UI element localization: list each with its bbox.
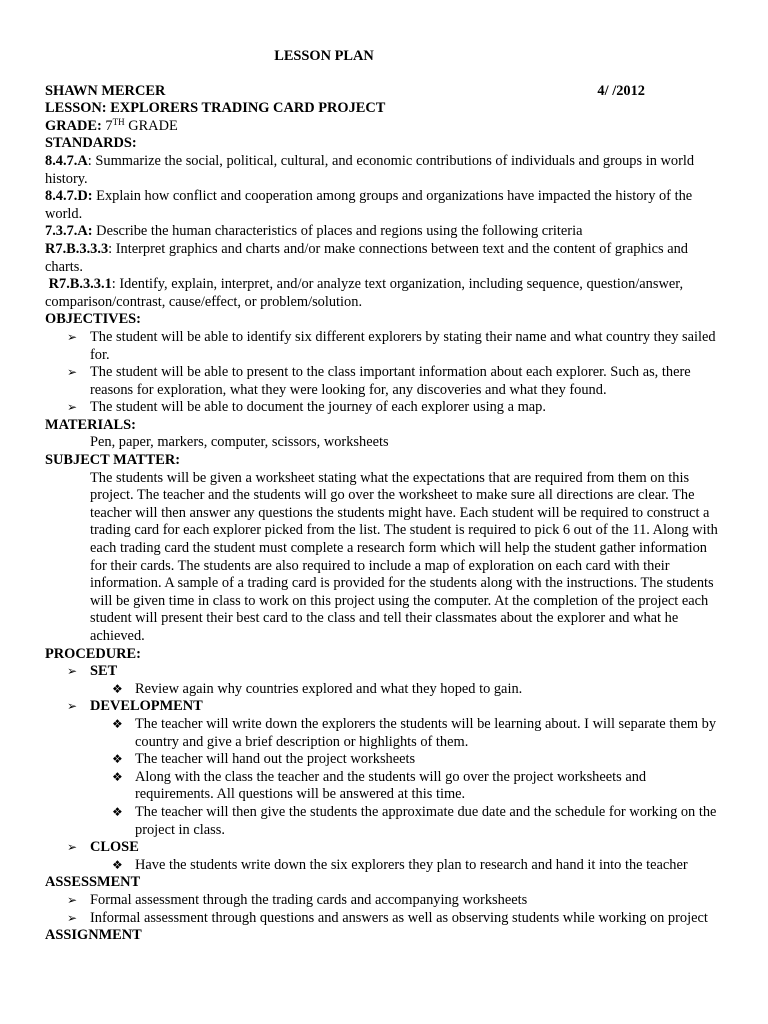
arrow-bullet-icon: ➢ bbox=[67, 892, 78, 907]
page-title: LESSON PLAN bbox=[274, 48, 374, 64]
procedure-section-close bbox=[45, 839, 725, 874]
assessment-item-text: Informal assessment through questions and answers as well as observing students while working on project bbox=[90, 909, 708, 926]
standard-item bbox=[45, 276, 725, 311]
assessment-item bbox=[45, 892, 725, 910]
objective-text: The student will be able to identify six different explorers by stating their name and what country they sailed for. bbox=[90, 328, 716, 363]
grade-number: 7 bbox=[105, 117, 113, 134]
set-items bbox=[90, 681, 725, 699]
assessment-list bbox=[45, 892, 725, 927]
standard-code: 8.4.7.D: bbox=[45, 188, 93, 205]
materials-text: Pen, paper, markers, computer, scissors, worksheets bbox=[90, 434, 389, 451]
author-date-row bbox=[45, 83, 725, 101]
grade-line bbox=[45, 118, 725, 136]
procedure-section-set bbox=[45, 663, 725, 698]
diamond-bullet-icon: ❖ bbox=[112, 804, 123, 819]
arrow-bullet-icon: ➢ bbox=[67, 329, 78, 344]
standard-text: Describe the human characteristics of places and regions using the following criteria bbox=[92, 223, 583, 240]
objective-text: The student will be able to document the journey of each explorer using a map. bbox=[90, 399, 546, 416]
standard-code: 8.4.7.A bbox=[45, 152, 88, 169]
materials-heading: MATERIALS: bbox=[45, 416, 136, 433]
arrow-bullet-icon: ➢ bbox=[67, 664, 78, 679]
standard-text: : Identify, explain, interpret, and/or analyze text organization, including sequence, question/answer, comparison/contrast, cause/effect, or problem/solution. bbox=[45, 276, 687, 310]
diamond-bullet-icon: ❖ bbox=[112, 752, 123, 767]
standard-item bbox=[45, 153, 725, 188]
development-item bbox=[90, 751, 725, 769]
close-items bbox=[90, 857, 725, 875]
development-items bbox=[90, 716, 725, 839]
standards-heading: STANDARDS: bbox=[45, 135, 137, 152]
set-item bbox=[90, 681, 725, 699]
objectives-heading: OBJECTIVES: bbox=[45, 311, 141, 328]
arrow-bullet-icon: ➢ bbox=[67, 910, 78, 925]
standard-code: R7.B.3.3.3 bbox=[45, 240, 109, 257]
lesson-label: LESSON: bbox=[45, 100, 107, 117]
procedure-heading: PROCEDURE: bbox=[45, 645, 141, 662]
lesson-line bbox=[45, 100, 725, 118]
standard-item bbox=[45, 241, 725, 276]
document-page bbox=[45, 48, 725, 945]
standard-text: Explain how conflict and cooperation among groups and organizations have impacted the history of the world. bbox=[45, 188, 693, 222]
objective-item bbox=[45, 329, 725, 364]
grade-superscript: TH bbox=[112, 116, 125, 127]
development-item bbox=[90, 804, 725, 839]
standards-list bbox=[45, 153, 725, 311]
assessment-heading: ASSESSMENT bbox=[45, 874, 141, 891]
assessment-item bbox=[45, 910, 725, 928]
diamond-bullet-icon: ❖ bbox=[112, 681, 123, 696]
subject-matter-heading: SUBJECT MATTER: bbox=[45, 452, 181, 469]
lesson-date: 4/ /2012 bbox=[597, 82, 645, 99]
development-item-text: The teacher will hand out the project worksheets bbox=[135, 751, 416, 768]
development-heading: DEVELOPMENT bbox=[90, 698, 203, 715]
assessment-item-text: Formal assessment through the trading cards and accompanying worksheets bbox=[90, 891, 528, 908]
author-name: SHAWN MERCER bbox=[45, 82, 166, 99]
procedure-section-development bbox=[45, 698, 725, 839]
set-item-text: Review again why countries explored and what they hoped to gain. bbox=[135, 680, 523, 697]
objective-item bbox=[45, 399, 725, 417]
grade-label: GRADE: bbox=[45, 117, 102, 134]
standard-code: 7.3.7.A: bbox=[45, 223, 93, 240]
development-item-text: Along with the class the teacher and the students will go over the project worksheets and requirements. All questions will be answered at this time. bbox=[135, 768, 647, 803]
development-item-text: The teacher will write down the explorers the students will be learning about. I will separate them by country and give a brief description or highlights of them. bbox=[135, 715, 717, 750]
arrow-bullet-icon: ➢ bbox=[67, 840, 78, 855]
standard-item bbox=[45, 223, 725, 241]
lesson-value: EXPLORERS TRADING CARD PROJECT bbox=[110, 100, 386, 117]
diamond-bullet-icon: ❖ bbox=[112, 769, 123, 784]
subject-matter-text: The students will be given a worksheet stating what the expectations that are required from them on this project. The teacher and the students will go over the worksheet to make sure all directions are clear. The teacher will then answer any questions the students might have. Each student will be required to construct a trading card for each explorer picked from the list. The student is required to pick 6 out of the 11. Along with each trading card the student must complete a research form which will help the student gather information for their cards. The students are also required to include a map of exploration on each card with their information. A sample of a trading card is provided for the students along with the instructions. The students will be given time in class to work on this project using the computer. At the completion of the project each student will present their best card to the class and tell their classmates about the explorer and what he achieved. bbox=[90, 469, 718, 644]
standard-code: R7.B.3.3.1 bbox=[45, 276, 112, 293]
diamond-bullet-icon: ❖ bbox=[112, 716, 123, 731]
development-item bbox=[90, 716, 725, 751]
standard-text: : Summarize the social, political, cultural, and economic contributions of individuals and groups in world history. bbox=[45, 152, 695, 187]
assignment-heading: ASSIGNMENT bbox=[45, 927, 142, 944]
procedure-list bbox=[45, 663, 725, 874]
set-heading: SET bbox=[90, 663, 118, 680]
close-heading: CLOSE bbox=[90, 839, 139, 856]
objective-item bbox=[45, 364, 725, 399]
standard-item bbox=[45, 188, 725, 223]
arrow-bullet-icon: ➢ bbox=[67, 699, 78, 714]
objective-text: The student will be able to present to the class important information about each explorer. Such as, there reasons for exploration, what they were looking for, any discoveries and what they found. bbox=[90, 364, 691, 398]
grade-rest: GRADE bbox=[128, 117, 178, 134]
arrow-bullet-icon: ➢ bbox=[67, 365, 78, 380]
arrow-bullet-icon: ➢ bbox=[67, 400, 78, 415]
close-item bbox=[90, 857, 725, 875]
close-item-text: Have the students write down the six explorers they plan to research and hand it into the teacher bbox=[135, 856, 688, 873]
standard-text: : Interpret graphics and charts and/or make connections between text and the content of graphics and charts. bbox=[45, 240, 688, 275]
objectives-list bbox=[45, 329, 725, 417]
development-item-text: The teacher will then give the students the approximate due date and the schedule for working on the project in class. bbox=[135, 803, 717, 838]
diamond-bullet-icon: ❖ bbox=[112, 857, 123, 872]
development-item bbox=[90, 769, 725, 804]
